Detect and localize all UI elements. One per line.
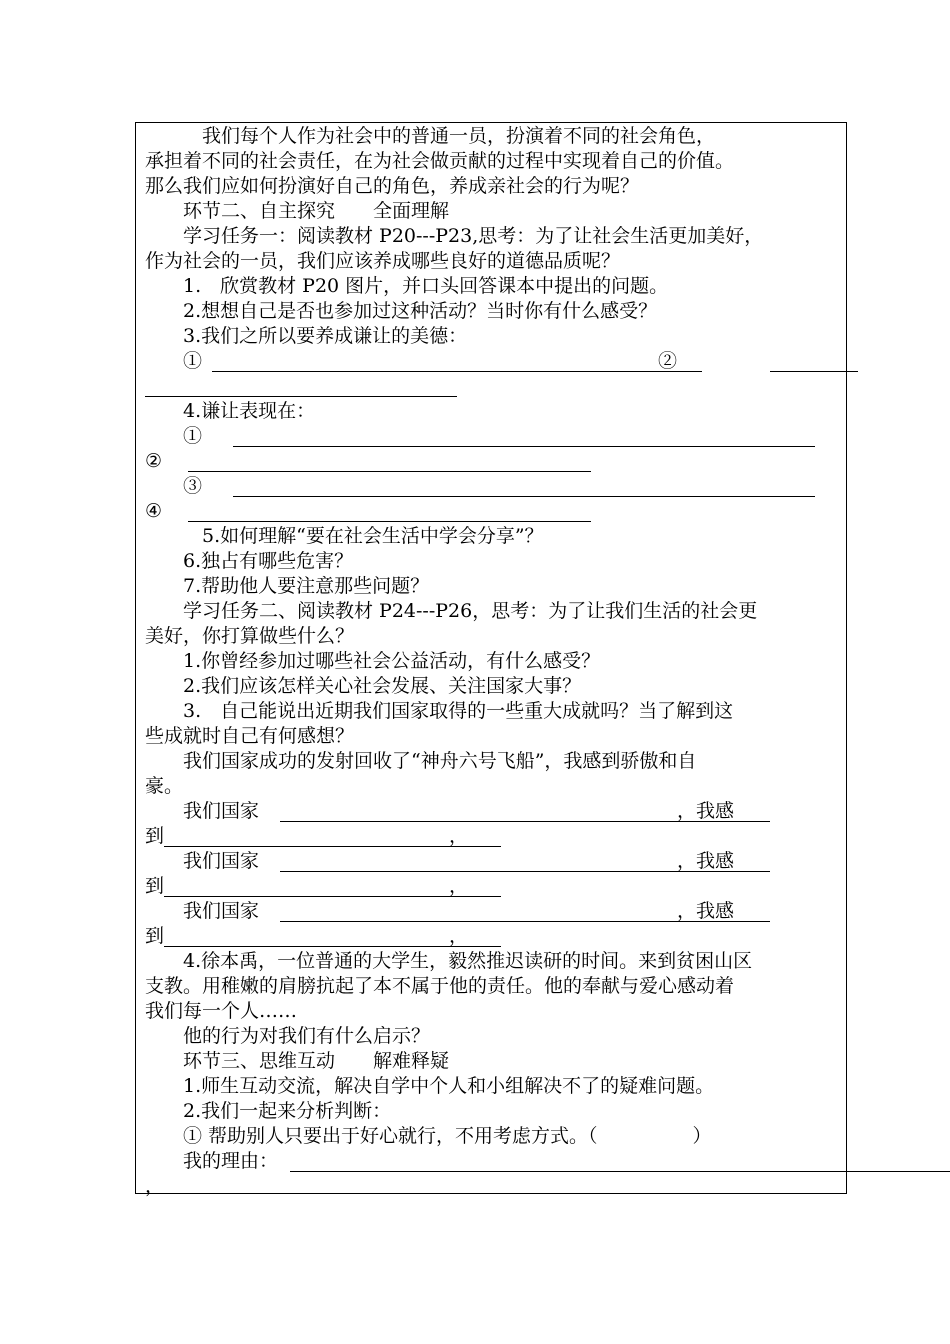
text-line: ② — [145, 450, 163, 472]
text-line: 承担着不同的社会责任，在为社会做贡献的过程中实现着自己的价值。 — [145, 150, 735, 172]
text-line: 1. 欣赏教材 P20 图片，并口头回答课本中提出的问题。 — [145, 275, 669, 297]
text-line: 我的理由： — [145, 1150, 279, 1172]
text-line: 我们每个人作为社会中的普通一员，扮演着不同的社会角色， — [145, 125, 716, 147]
text-line: 支教。用稚嫩的肩膀抗起了本不属于他的责任。他的奉献与爱心感动着 — [145, 975, 735, 997]
answer-blank[interactable] — [188, 521, 591, 522]
answer-blank[interactable] — [188, 471, 591, 472]
text-line: 3.我们之所以要养成谦让的美德： — [145, 325, 468, 347]
text-line: 1.你曾经参加过哪些社会公益活动，有什么感受？ — [145, 650, 601, 672]
text-line: 学习任务一：阅读教材 P20---P23,思考：为了让社会生活更加美好， — [145, 225, 764, 247]
answer-blank[interactable] — [164, 896, 501, 897]
text-line: 6.独占有哪些危害？ — [145, 550, 354, 572]
text-line: ， — [145, 1175, 165, 1197]
text-line: 3. 自己能说出近期我们国家取得的一些重大成就吗？当了解到这 — [145, 700, 734, 722]
text-line: 作为社会的一员，我们应该养成哪些良好的道德品质呢？ — [145, 250, 621, 272]
text-line: 我们国家 ，我感 — [145, 800, 735, 822]
text-line: 1.师生互动交流，解决自学中个人和小组解决不了的疑难问题。 — [145, 1075, 715, 1097]
answer-blank[interactable] — [280, 921, 770, 922]
text-line: ④ — [145, 500, 163, 522]
text-line: 4.徐本禹，一位普通的大学生，毅然推迟读研的时间。来到贫困山区 — [145, 950, 753, 972]
text-line: 些成就时自己有何感想？ — [145, 725, 355, 747]
text-line: 学习任务二、阅读教材 P24---P26，思考：为了让我们生活的社会更 — [145, 600, 758, 622]
answer-blank[interactable] — [233, 446, 815, 447]
text-line: ① 帮助别人只要出于好心就行，不用考虑方式。（ ） — [145, 1125, 712, 1147]
text-line: 到 ， — [145, 825, 469, 847]
text-line: 环节二、自主探究 全面理解 — [145, 200, 450, 222]
answer-blank[interactable] — [280, 871, 770, 872]
answer-blank[interactable] — [164, 846, 501, 847]
text-line: 到 ， — [145, 875, 469, 897]
text-line: ① ② — [145, 350, 678, 372]
text-line: 2.想想自己是否也参加过这种活动？当时你有什么感受？ — [145, 300, 658, 322]
answer-blank[interactable] — [145, 396, 457, 397]
answer-blank[interactable] — [233, 496, 815, 497]
text-line: 2.我们一起来分析判断： — [145, 1100, 392, 1122]
text-line: ① — [145, 425, 203, 447]
text-line: 他的行为对我们有什么启示？ — [145, 1025, 431, 1047]
answer-blank[interactable] — [212, 371, 702, 372]
text-line: 7.帮助他人要注意那些问题？ — [145, 575, 430, 597]
text-line: 我们国家 ，我感 — [145, 900, 735, 922]
text-line: 环节三、思维互动 解难释疑 — [145, 1050, 450, 1072]
text-line: 5.如何理解“要在社会生活中学会分享”？ — [145, 525, 544, 547]
text-line: 豪。 — [145, 775, 184, 797]
text-line: 到 ， — [145, 925, 469, 947]
text-line: 我们国家成功的发射回收了“神舟六号飞船”，我感到骄傲和自 — [145, 750, 697, 772]
text-line: 2.我们应该怎样关心社会发展、关注国家大事？ — [145, 675, 582, 697]
text-line: 美好，你打算做些什么？ — [145, 625, 355, 647]
answer-blank[interactable] — [770, 371, 858, 372]
text-line: 4.谦让表现在： — [145, 400, 316, 422]
answer-blank[interactable] — [164, 946, 501, 947]
text-line: ③ — [145, 475, 203, 497]
text-line: 我们每一个人…… — [145, 1000, 298, 1022]
answer-blank[interactable] — [280, 821, 770, 822]
text-line: 我们国家 ，我感 — [145, 850, 735, 872]
text-line: 那么我们应如何扮演好自己的角色，养成亲社会的行为呢？ — [145, 175, 640, 197]
answer-blank[interactable] — [290, 1171, 950, 1172]
